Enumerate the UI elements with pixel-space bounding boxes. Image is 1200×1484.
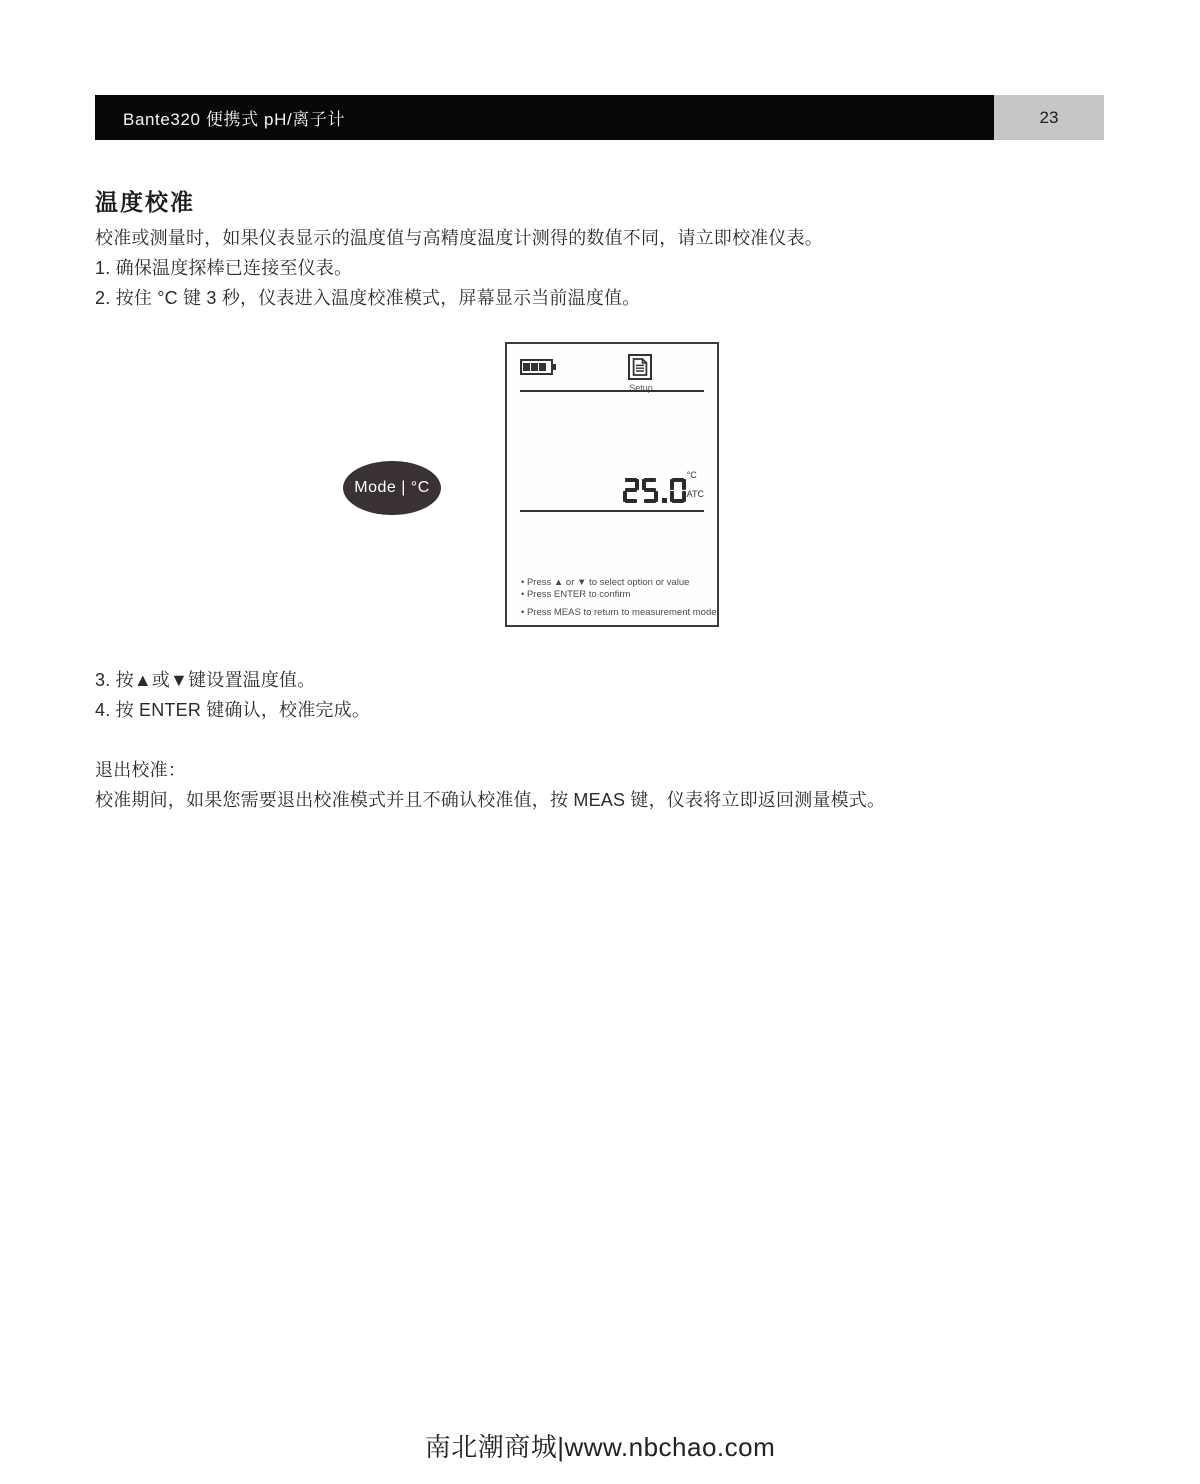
watermark-footer: 南北潮商城|www.nbchao.com: [424, 1432, 776, 1462]
document-title: Bante320 便携式 pH/离子计: [123, 110, 346, 129]
hint-meas: • Press MEAS to return to measurement mode: [521, 607, 717, 618]
mode-temp-button-illustration: [343, 461, 441, 515]
mode-temp-button-label: Mode | °C: [354, 479, 430, 496]
battery-cell: [539, 363, 546, 371]
setup-icon-label: Setup: [629, 383, 653, 393]
step-2: 2. 按住 °C 键 3 秒，仪表进入温度校准模式，屏幕显示当前温度值。: [95, 288, 641, 308]
section-heading: 温度校准: [95, 189, 195, 215]
step-1: 1. 确保温度探棒已连接至仪表。: [95, 258, 353, 278]
intro-paragraph: 校准或测量时，如果仪表显示的温度值与高精度温度计测得的数值不同，请立即校准仪表。: [95, 228, 823, 248]
exit-calibration-title: 退出校准：: [95, 760, 186, 780]
setup-document-icon: [628, 354, 652, 380]
battery-cell: [531, 363, 538, 371]
battery-cell: [523, 363, 530, 371]
header-bar: [95, 95, 994, 140]
lcd-display-illustration: [505, 342, 719, 627]
page-number-badge: [994, 95, 1104, 140]
temperature-readout: [620, 478, 686, 503]
battery-icon: [520, 359, 553, 375]
lcd-hint-text: [521, 577, 717, 619]
segment-digit: [623, 478, 639, 503]
atc-indicator: ATC: [686, 489, 704, 499]
lcd-divider-bottom: [520, 510, 704, 512]
unit-celsius: °C: [686, 470, 697, 480]
segment-digit: [642, 478, 658, 503]
step-3: 3. 按▲或▼键设置温度值。: [95, 670, 316, 690]
document-glyph: [632, 358, 648, 376]
segment-digit: [670, 478, 686, 503]
hint-select: • Press ▲ or ▼ to select option or value: [521, 577, 690, 588]
battery-terminal: [553, 364, 556, 370]
segment-decimal-point: [662, 498, 667, 503]
lcd-divider-top: [520, 390, 704, 392]
hint-enter: • Press ENTER to confirm: [521, 588, 631, 600]
readout-units: [687, 470, 704, 499]
exit-calibration-body: 校准期间，如果您需要退出校准模式并且不确认校准值，按 MEAS 键，仪表将立即返回测量模式。: [95, 790, 886, 810]
step-4: 4. 按 ENTER 键确认，校准完成。: [95, 700, 371, 720]
page-number: 23: [1039, 107, 1059, 127]
